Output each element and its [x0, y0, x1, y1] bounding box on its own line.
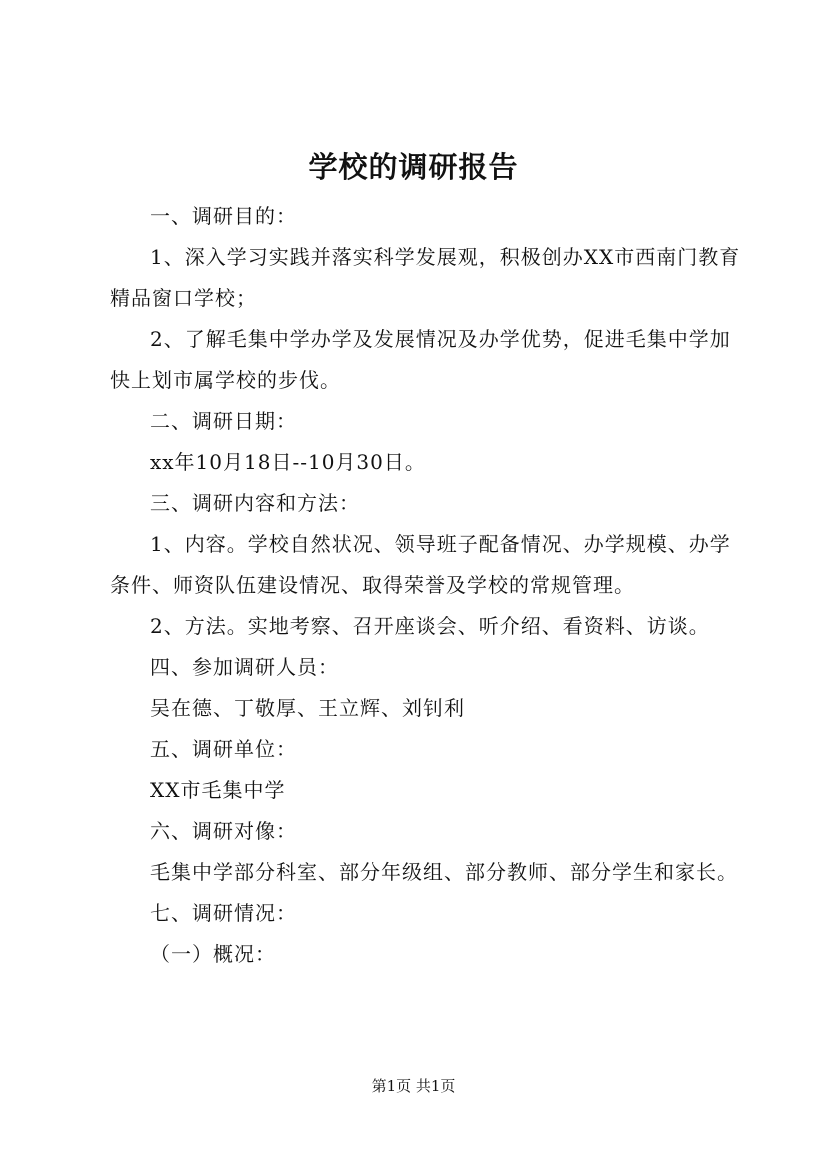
paragraph-14: 毛集中学部分科室、部分年级组、部分教师、部分学生和家长。: [150, 860, 738, 884]
paragraph-10: 吴在德、丁敬厚、王立辉、刘钊利: [150, 696, 465, 720]
paragraph-1: 一、调研目的：: [150, 204, 297, 228]
paragraph-15: 七、调研情况：: [150, 901, 297, 925]
paragraph-16: （一）概况：: [150, 942, 276, 966]
paragraph-12: XX市毛集中学: [150, 778, 286, 802]
paragraph-7: 1、内容。学校自然状况、领导班子配备情况、办学规模、办学条件、师资队伍建设情况、取得荣誉及学校的常规管理。: [110, 532, 731, 597]
paragraph-8: 2、方法。实地考察、召开座谈会、听介绍、看资料、访谈。: [150, 614, 710, 638]
paragraph-4: 二、调研日期：: [150, 409, 297, 433]
paragraph-9: 四、参加调研人员：: [150, 655, 339, 679]
paragraph-5: xx年10月18日--10月30日。: [150, 450, 426, 474]
page-footer: 第1页 共1页: [371, 1077, 456, 1095]
paragraph-3: 2、了解毛集中学办学及发展情况及办学优势，促进毛集中学加快上划市属学校的步伐。: [110, 327, 731, 392]
document-title: 学校的调研报告: [308, 150, 519, 184]
paragraph-11: 五、调研单位：: [150, 737, 297, 761]
paragraph-2: 1、深入学习实践并落实科学发展观，积极创办XX市西南门教育精品窗口学校；: [110, 245, 741, 310]
paragraph-6: 三、调研内容和方法：: [150, 491, 360, 515]
document-body: [110, 196, 750, 975]
paragraph-13: 六、调研对像：: [150, 819, 297, 843]
